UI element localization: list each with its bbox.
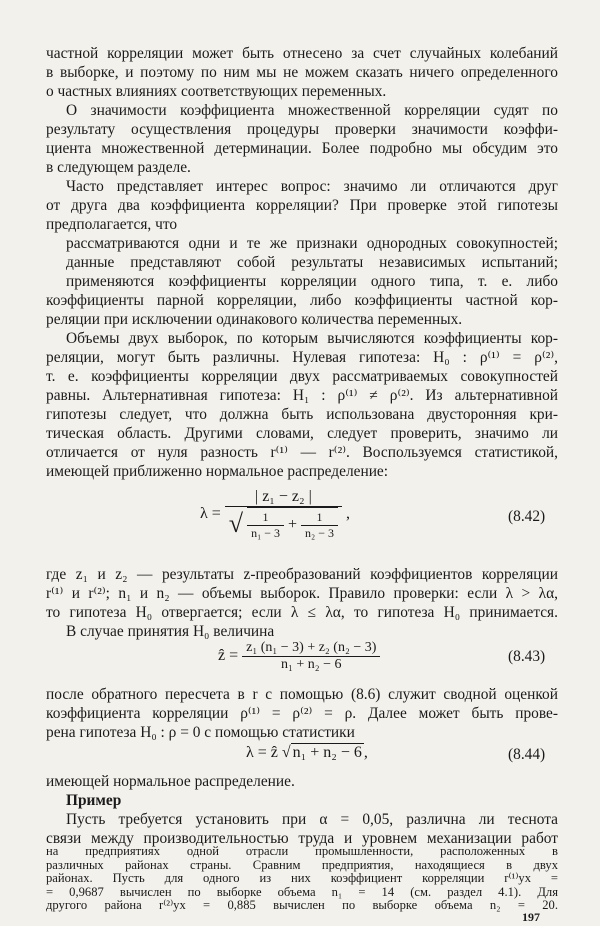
text-line: Пусть требуется установить при α = 0,05, различна ли теснота (66, 811, 558, 828)
text-line: r⁽¹⁾ и r⁽²⁾; n₁ и n₂ — объемы выборок. Правило проверки: если λ > λα, (46, 585, 558, 602)
sqrt-icon: √ (228, 509, 244, 538)
text-line: предполагается, что (46, 216, 178, 233)
text-line: имеющей приближенно нормальное распределение: (46, 463, 389, 480)
text-line: тическая область. Другими словами, следует проверить, значимо ли (46, 425, 558, 442)
text-line: различных районах страны. Сравним предприятия, находящиеся в двух (46, 857, 558, 872)
page-number: 197 (522, 910, 540, 924)
text-line: о частных влияниях соответствующих переменных. (46, 83, 387, 100)
inner-numerator: 1 (301, 510, 338, 526)
text-line: О значимости коэффициента множественной корреляции судят по (66, 102, 558, 119)
fraction-denominator: n₁ + n₂ − 6 (280, 657, 342, 672)
formula-lhs: λ = ẑ √ (246, 744, 291, 761)
text-line: данные представляют собой результаты независимых испытаний; (66, 254, 558, 271)
text-line: от друга два коэффициента корреляции? При проверке этой гипотезы (46, 197, 558, 214)
text-line: на предприятиях одной отрасли промышленности, расположенных в (46, 844, 558, 858)
inner-denominator: n₂ − 3 (305, 526, 334, 540)
text-line: районах. Пусть для одного из них коэффициент корреляции r⁽¹⁾yx = (46, 871, 558, 885)
text-line: имеющей нормальное распределение. (46, 773, 295, 790)
text-line: отличается от нуля разность r⁽¹⁾ — r⁽²⁾. Воспользуемся статистикой, (46, 444, 558, 461)
text-line: реляции при исключении одинакового количества переменных. (46, 311, 463, 328)
text-line: где z₁ и z₂ — результаты z-преобразований коэффициентов корреляции (46, 566, 558, 583)
formula-8-43 (218, 640, 380, 673)
equation-number: (8.42) (508, 508, 546, 525)
text-line: то гипотеза H₀ отвергается; если λ ≤ λα, то гипотеза H₀ принимается. (46, 604, 558, 621)
fraction-numerator: z₁ (n₁ − 3) + z₂ (n₂ − 3) (242, 640, 380, 657)
text-line: после обратного пересчета в r с помощью (8.6) служит сводной оценкой (46, 686, 558, 703)
fraction (225, 488, 342, 541)
text-line: Часто представляет интерес вопрос: значимо ли отличаются друг (66, 178, 558, 195)
equation-number: (8.43) (508, 648, 546, 665)
text-line: применяются коэффициенты корреляции одного типа, т. е. либо (66, 273, 558, 290)
text-line: рассматриваются одни и те же признаки однородных совокупностей; (66, 235, 558, 252)
text-line: результату осуществления процедуры проверки значимости коэффи- (46, 121, 558, 138)
text-line: связи между производительностью труда и уровнем механизации работ (46, 830, 558, 847)
text-line: рена гипотеза H₀ : ρ = 0 с помощью статистики (46, 724, 355, 741)
inner-fraction (301, 510, 338, 541)
text-line: коэффициента корреляции ρ⁽¹⁾ = ρ⁽²⁾ = ρ. Далее может быть прове- (46, 705, 558, 722)
text-line: частной корреляции может быть отнесено за счет случайных колебаний (46, 45, 558, 62)
radicand: n₁ + n₂ − 6 (292, 744, 362, 761)
text-line: равны. Альтернативная гипотеза: H₁ : ρ⁽¹⁾ ≠ ρ⁽²⁾. Из альтернативной (46, 387, 558, 404)
text-line: коэффициенты парной корреляции, либо коэффициенты частной кор- (46, 292, 558, 309)
text-line: = 0,9687 вычислен по выборке объема n₁ = 14 (см. раздел 4.1). Для (46, 884, 558, 899)
inner-numerator: 1 (247, 510, 284, 526)
fraction (242, 640, 380, 673)
formula-8-42 (200, 488, 350, 541)
section-heading: Пример (66, 792, 122, 809)
text-line: т. е. коэффициенты корреляции двух рассматриваемых совокупностей (46, 368, 558, 385)
text-line: гипотезы следует, что должна быть использована двусторонняя кри- (46, 406, 558, 423)
plus-sign: + (288, 516, 298, 534)
formula-8-44 (246, 744, 368, 762)
text-line: другого района r⁽²⁾yx = 0,885 вычислен по выборке объема n₂ = 20. (46, 898, 558, 912)
formula-tail: , (346, 505, 350, 523)
inner-fraction (247, 510, 284, 541)
formula-tail: , (363, 744, 368, 761)
text-line: в следующем разделе. (46, 159, 191, 176)
text-line: реляции, могут быть различны. Нулевая гипотеза: H₀ : ρ⁽¹⁾ = ρ⁽²⁾, (46, 349, 558, 366)
fraction-denominator (225, 507, 342, 541)
equation-number: (8.44) (508, 746, 546, 763)
fraction-numerator: | z₁ − z₂ | (225, 488, 342, 507)
formula-lhs: ẑ = (218, 647, 239, 665)
text-line: Объемы двух выборок, по которым вычисляются коэффициенты кор- (66, 330, 558, 347)
text-line: В случае принятия H₀ величина (66, 623, 275, 640)
text-line: в выборке, и поэтому по ним мы не можем сказать ничего определенного (46, 64, 558, 81)
formula-lhs: λ = (200, 505, 221, 523)
inner-denominator: n₁ − 3 (251, 526, 281, 540)
text-line: циента множественной детерминации. Более подробно мы обсудим это (46, 140, 558, 157)
radicand (247, 507, 338, 541)
